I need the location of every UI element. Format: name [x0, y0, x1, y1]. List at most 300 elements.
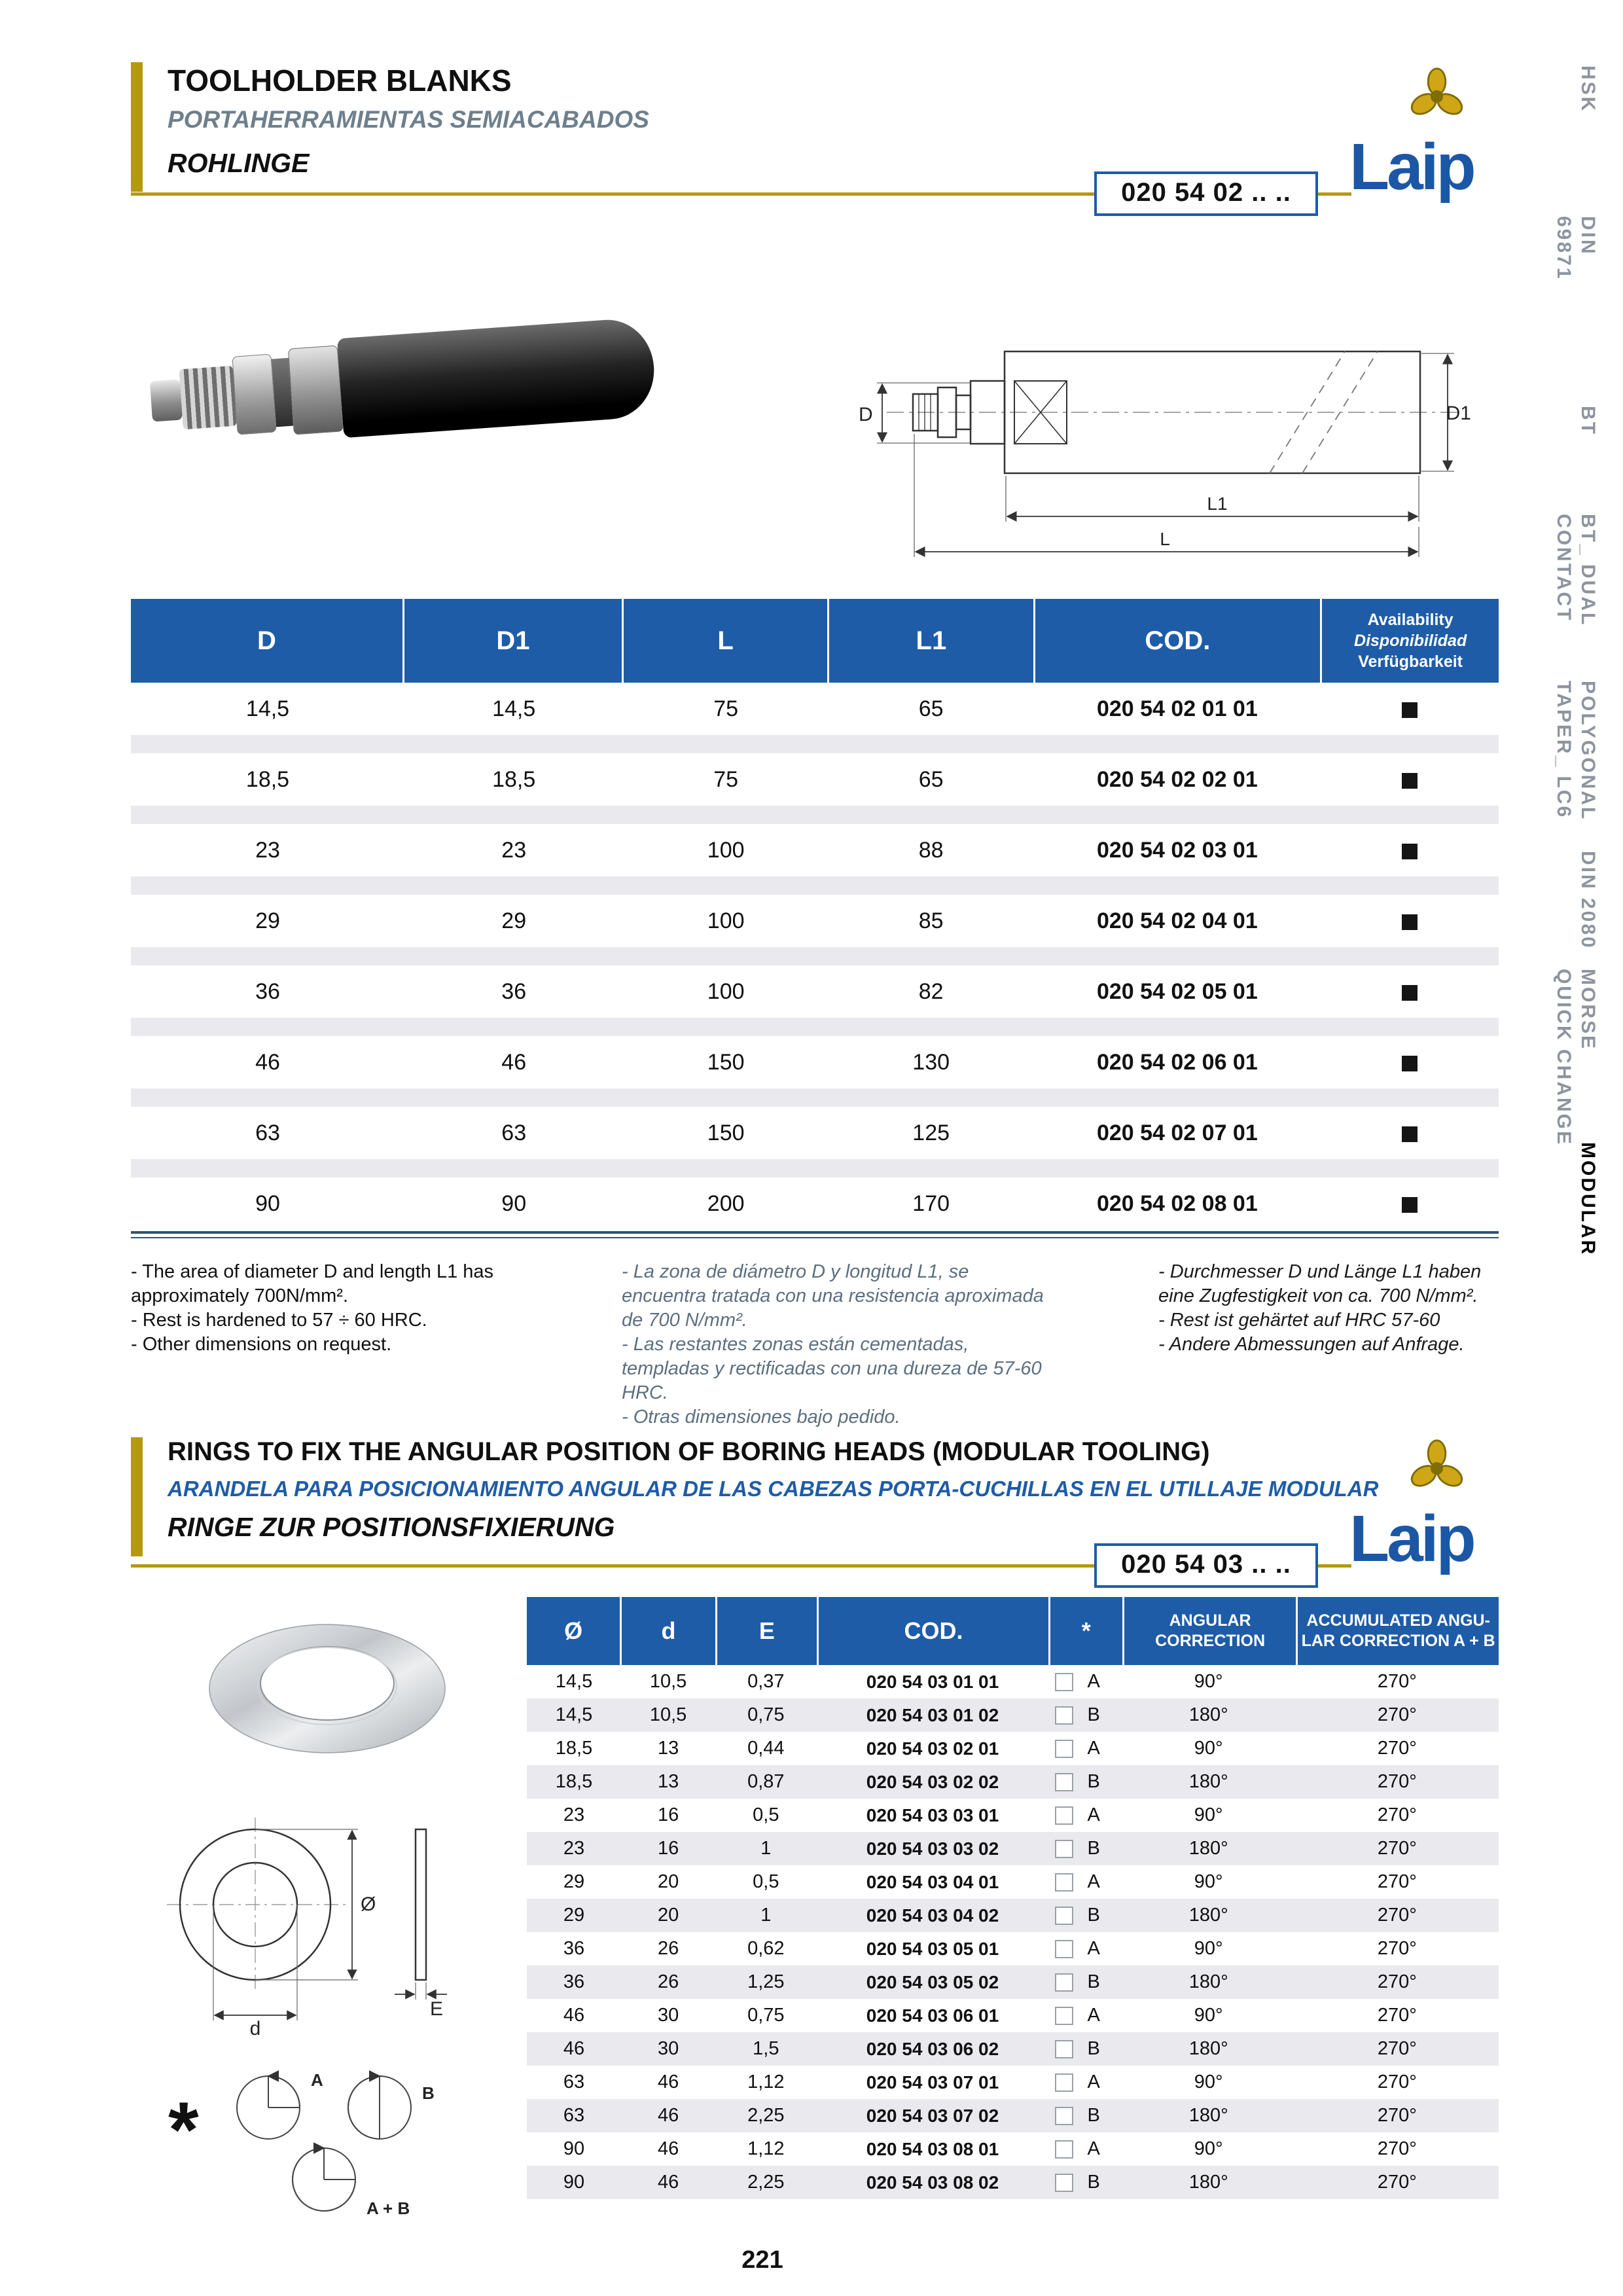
- cell-diameter: 36: [563, 1938, 585, 1959]
- note-line: - The area of diameter D and length L1 has approximately 700N/mm².: [131, 1261, 494, 1306]
- note-line: - Otras dimensiones bajo pedido.: [622, 1407, 901, 1427]
- table-row: [527, 1732, 1499, 1765]
- note-line: - Andere Abmessungen auf Anfrage.: [1158, 1334, 1465, 1355]
- cell-star: [1048, 1965, 1121, 1999]
- availability-square: [1402, 1126, 1418, 1142]
- cell-d1: 29: [501, 908, 527, 933]
- cell-angular-correction: 180°: [1188, 1905, 1228, 1926]
- cell-angular-correction: 180°: [1188, 1971, 1228, 1992]
- laip-logo-icon: [1406, 65, 1468, 128]
- section2-title-de: RINGE ZUR POSITIONSFIXIERUNG: [168, 1512, 615, 1542]
- checkbox: [1055, 1806, 1073, 1825]
- cell-e: 0,87: [747, 1771, 785, 1792]
- cell-l: 100: [707, 908, 745, 933]
- cell-code: 020 54 03 06 01: [866, 2005, 999, 2026]
- column-header-d: D: [131, 599, 402, 683]
- checkbox: [1055, 1873, 1073, 1892]
- cell-star: [1048, 1865, 1121, 1899]
- laip-logo-text: Laip: [1349, 1502, 1474, 1575]
- angular-correction-line: ANGULAR: [1169, 1611, 1251, 1630]
- cell-ab-letter: A: [1087, 1738, 1100, 1759]
- cell-ab-letter: A: [1087, 1938, 1100, 1959]
- cell-angular-correction: 90°: [1194, 1738, 1223, 1759]
- cell-d: 14,5: [245, 696, 290, 721]
- asterisk-mark: *: [168, 2086, 199, 2174]
- cell-code: 020 54 03 03 01: [866, 1805, 999, 1825]
- cell-e: 0,44: [747, 1738, 785, 1759]
- cell-d: 16: [657, 1804, 679, 1825]
- cell-e: 1,5: [753, 2038, 779, 2059]
- table-row: [527, 1899, 1499, 1932]
- cell-l1: 88: [918, 838, 944, 863]
- cell-star: [1048, 1932, 1121, 1965]
- cell-code: 020 54 03 07 01: [866, 2072, 999, 2092]
- laip-logo-icon: [1406, 1437, 1468, 1499]
- table-row: [527, 1932, 1499, 1965]
- cell-d: 46: [255, 1050, 280, 1075]
- sidebar-item-line: TAPER_ LC6: [1553, 681, 1575, 819]
- cell-accumulated-correction: 270°: [1377, 1938, 1417, 1959]
- cell-code: 020 54 03 02 01: [866, 1738, 999, 1759]
- table2-header: [527, 1597, 1499, 1665]
- cell-l1: 170: [912, 1191, 950, 1216]
- column-header-angular-correction: [1124, 1597, 1296, 1665]
- ring-drawing: [154, 1797, 461, 2039]
- cell-l: 150: [707, 1121, 745, 1145]
- sidebar-item-line: BT_ DUAL: [1577, 514, 1599, 627]
- cell-star: [1048, 1832, 1121, 1865]
- checkbox: [1055, 2174, 1073, 2192]
- cell-e: 2,25: [747, 2105, 785, 2126]
- cell-l1: 85: [918, 908, 944, 933]
- cell-d1: 46: [501, 1050, 527, 1075]
- cell-l: 200: [707, 1191, 745, 1216]
- toolholder-photo: [151, 281, 668, 511]
- cell-e: 0,37: [747, 1671, 785, 1692]
- cell-code: 020 54 03 04 01: [866, 1872, 999, 1892]
- cell-code: 020 54 03 03 02: [866, 1839, 999, 1859]
- cell-angular-correction: 180°: [1188, 2105, 1228, 2126]
- availability-square: [1402, 844, 1418, 859]
- section2-title-en: RINGS TO FIX THE ANGULAR POSITION OF BORING HEADS (MODULAR TOOLING): [168, 1437, 1210, 1466]
- cell-diameter: 63: [563, 2072, 585, 2092]
- legend-label-ab: A + B: [366, 2198, 410, 2218]
- cell-availability: [1321, 683, 1499, 735]
- column-header-l1: L1: [829, 599, 1033, 683]
- cell-l1: 65: [918, 767, 944, 792]
- table-row: [527, 1865, 1499, 1899]
- dim-label-d1: D1: [1446, 403, 1471, 424]
- sidebar-item-line: CONTACT: [1553, 514, 1575, 622]
- table-row: [131, 1036, 1499, 1107]
- cell-e: 1: [760, 1905, 772, 1926]
- side-tab-bar: [1525, 0, 1623, 2296]
- cell-l1: 125: [912, 1121, 950, 1145]
- cell-e: 1,12: [747, 2072, 785, 2092]
- checkbox: [1055, 1773, 1073, 1791]
- product-code-box: 020 54 03 .. ..: [1094, 1543, 1318, 1588]
- cell-angular-correction: 90°: [1194, 1871, 1223, 1892]
- cell-d: 30: [657, 2005, 679, 2026]
- column-header-diameter: Ø: [527, 1597, 620, 1665]
- checkbox: [1055, 2107, 1073, 2125]
- cell-e: 0,75: [747, 2005, 785, 2026]
- sidebar-item: [1550, 681, 1601, 821]
- cell-diameter: 36: [563, 1971, 585, 1992]
- laip-logo: [1349, 1437, 1500, 1575]
- sidebar-item: [1550, 514, 1601, 626]
- dim-label-l1: L1: [1207, 493, 1228, 514]
- notes-english: [131, 1260, 563, 1357]
- availability-line-de: Verfügbarkeit: [1358, 653, 1463, 671]
- legend-label-a: A: [311, 2070, 323, 2090]
- sidebar-item-line: MORSE: [1577, 969, 1599, 1051]
- cell-code: 020 54 03 07 02: [866, 2106, 999, 2126]
- table-row: [527, 1665, 1499, 1698]
- cell-star: [1048, 1799, 1121, 1832]
- cell-code: 020 54 03 01 02: [866, 1705, 999, 1725]
- availability-square: [1402, 985, 1418, 1001]
- column-header-cod: COD.: [819, 1597, 1048, 1665]
- cell-accumulated-correction: 270°: [1377, 1838, 1417, 1859]
- column-header-l: L: [624, 599, 827, 683]
- column-header-d1: D1: [404, 599, 622, 683]
- cell-d: 13: [657, 1771, 679, 1792]
- cell-code: 020 54 02 03 01: [1096, 838, 1258, 863]
- cell-ab-letter: A: [1087, 2072, 1100, 2092]
- cell-code: 020 54 02 05 01: [1096, 979, 1258, 1004]
- gold-accent-bar: [131, 62, 143, 192]
- sidebar-item: [1550, 216, 1601, 280]
- cell-ab-letter: B: [1087, 2105, 1100, 2126]
- product-code-box: 020 54 02 .. ..: [1094, 171, 1318, 216]
- cell-diameter: 90: [563, 2138, 585, 2159]
- checkbox: [1055, 1940, 1073, 1958]
- note-line: - Other dimensions on request.: [131, 1334, 392, 1355]
- cell-star: [1048, 2032, 1121, 2066]
- cell-e: 1: [760, 1838, 772, 1859]
- cell-angular-correction: 180°: [1188, 2038, 1228, 2059]
- table1-header: [131, 599, 1499, 683]
- cell-code: 020 54 03 01 01: [866, 1672, 999, 1692]
- cell-accumulated-correction: 270°: [1377, 2105, 1417, 2126]
- angular-correction-legend: [154, 2052, 481, 2229]
- table-row: [527, 1698, 1499, 1732]
- laip-logo: [1349, 65, 1500, 204]
- notes-german: [1158, 1260, 1499, 1357]
- cell-angular-correction: 180°: [1188, 2172, 1228, 2193]
- gold-accent-bar: [131, 1437, 143, 1556]
- availability-square: [1402, 702, 1418, 718]
- column-header-accumulated-correction: [1298, 1597, 1499, 1665]
- cell-availability: [1321, 753, 1499, 806]
- cell-angular-correction: 90°: [1194, 1671, 1223, 1692]
- cell-l1: 65: [918, 696, 944, 721]
- notes-spanish: [622, 1260, 1047, 1429]
- accumulated-correction-line: ACCUMULATED ANGU-: [1306, 1611, 1490, 1630]
- angular-correction-line: CORRECTION: [1155, 1632, 1266, 1650]
- section1-title-de: ROHLINGE: [168, 148, 310, 178]
- cell-angular-correction: 90°: [1194, 2138, 1223, 2159]
- cell-angular-correction: 90°: [1194, 2072, 1223, 2092]
- cell-d1: 63: [501, 1121, 527, 1145]
- table-row: [527, 1999, 1499, 2032]
- table-row: [527, 2166, 1499, 2199]
- checkbox: [1055, 2040, 1073, 2058]
- table-row: [131, 683, 1499, 753]
- cell-diameter: 18,5: [555, 1738, 593, 1759]
- table-row: [131, 895, 1499, 965]
- cell-code: 020 54 02 01 01: [1096, 696, 1258, 721]
- cell-star: [1048, 1698, 1121, 1732]
- sidebar-item-line: POLYGONAL: [1577, 681, 1599, 821]
- cell-ab-letter: B: [1087, 1838, 1100, 1859]
- cell-accumulated-correction: 270°: [1377, 2072, 1417, 2092]
- cell-d: 10,5: [649, 1671, 687, 1692]
- column-header-cod: COD.: [1035, 599, 1321, 683]
- blanks-table: [131, 599, 1499, 1238]
- laip-logo-text: Laip: [1349, 130, 1474, 204]
- cell-angular-correction: 180°: [1188, 1704, 1228, 1725]
- toolholder-collar: [232, 354, 276, 435]
- cell-ab-letter: B: [1087, 2038, 1100, 2059]
- cell-ab-letter: A: [1087, 2005, 1100, 2026]
- page-number: 221: [741, 2246, 783, 2274]
- table-row: [527, 1832, 1499, 1865]
- table-row: [527, 1765, 1499, 1799]
- column-header-availability: [1322, 599, 1499, 683]
- cell-l: 75: [713, 767, 739, 792]
- technical-drawing: [851, 272, 1472, 576]
- table-row: [131, 1107, 1499, 1177]
- cell-code: 020 54 03 08 01: [866, 2139, 999, 2159]
- cell-d: 20: [657, 1871, 679, 1892]
- cell-diameter: 46: [563, 2038, 585, 2059]
- availability-square: [1402, 914, 1418, 930]
- cell-d: 20: [657, 1905, 679, 1926]
- sidebar-item: [1575, 1142, 1601, 1256]
- cell-ab-letter: A: [1087, 2138, 1100, 2159]
- availability-square: [1402, 1056, 1418, 1071]
- checkbox: [1055, 1907, 1073, 1925]
- cell-diameter: 46: [563, 2005, 585, 2026]
- cell-angular-correction: 90°: [1194, 2005, 1223, 2026]
- cell-d: 36: [255, 979, 280, 1004]
- sidebar-item-line: DIN: [1577, 216, 1599, 256]
- cell-code: 020 54 03 02 02: [866, 1772, 999, 1792]
- cell-e: 0,75: [747, 1704, 785, 1725]
- cell-availability: [1321, 965, 1499, 1018]
- ring-photo: [190, 1600, 465, 1777]
- cell-d: 26: [657, 1938, 679, 1959]
- legend-label-b: B: [422, 2083, 435, 2103]
- checkbox: [1055, 1706, 1073, 1725]
- sidebar-item-line: DIN 2080: [1577, 851, 1599, 950]
- sidebar-item: [1575, 851, 1601, 950]
- checkbox: [1055, 1973, 1073, 1992]
- cell-star: [1048, 1899, 1121, 1932]
- cell-star: [1048, 2166, 1121, 2199]
- cell-d: 46: [657, 2105, 679, 2126]
- sidebar-item-line: MODULAR: [1577, 1142, 1599, 1257]
- cell-accumulated-correction: 270°: [1377, 2005, 1417, 2026]
- cell-accumulated-correction: 270°: [1377, 1771, 1417, 1792]
- sidebar-item-line: BT: [1577, 406, 1599, 436]
- cell-angular-correction: 90°: [1194, 1938, 1223, 1959]
- section1-title-en: TOOLHOLDER BLANKS: [168, 63, 512, 98]
- cell-accumulated-correction: 270°: [1377, 2138, 1417, 2159]
- cell-e: 1,12: [747, 2138, 785, 2159]
- note-line: - Rest ist gehärtet auf HRC 57-60: [1158, 1310, 1440, 1331]
- table1-body: [131, 683, 1499, 1230]
- cell-diameter: 14,5: [555, 1704, 593, 1725]
- sidebar-item-line: HSK: [1577, 65, 1599, 113]
- table-row: [131, 824, 1499, 895]
- sidebar-item: [1575, 65, 1601, 113]
- cell-l: 100: [707, 979, 745, 1004]
- cell-d1: 90: [501, 1191, 527, 1216]
- table-row: [527, 2132, 1499, 2166]
- cell-availability: [1321, 1107, 1499, 1159]
- cell-accumulated-correction: 270°: [1377, 1738, 1417, 1759]
- checkbox: [1055, 1740, 1073, 1758]
- column-header-star: *: [1050, 1597, 1122, 1665]
- sidebar-item-line: 69871: [1553, 216, 1575, 281]
- table2-body: [527, 1665, 1499, 2199]
- cell-diameter: 29: [563, 1871, 585, 1892]
- cell-e: 0,5: [753, 1804, 779, 1825]
- availability-line-en: Availability: [1367, 611, 1454, 629]
- cell-diameter: 63: [563, 2105, 585, 2126]
- table-row: [131, 1177, 1499, 1230]
- cell-star: [1048, 2099, 1121, 2132]
- table-row: [527, 2099, 1499, 2132]
- dim-label-d: d: [249, 2018, 261, 2039]
- sidebar-item: [1575, 406, 1601, 436]
- section1-title-es: PORTAHERRAMIENTAS SEMIACABADOS: [168, 106, 649, 133]
- cell-star: [1048, 2132, 1121, 2166]
- cell-availability: [1321, 1036, 1499, 1088]
- cell-diameter: 18,5: [555, 1771, 593, 1792]
- cell-availability: [1321, 895, 1499, 947]
- availability-line-es: Disponibilidad: [1354, 632, 1467, 650]
- section2-title-es: ARANDELA PARA POSICIONAMIENTO ANGULAR DE LAS CABEZAS PORTA-CUCHILLAS EN EL UTILLAJE MODULAR: [168, 1477, 1379, 1501]
- cell-angular-correction: 180°: [1188, 1838, 1228, 1859]
- cell-star: [1048, 1732, 1121, 1765]
- cell-accumulated-correction: 270°: [1377, 1871, 1417, 1892]
- cell-ab-letter: B: [1087, 2172, 1100, 2193]
- cell-d: 13: [657, 1738, 679, 1759]
- cell-d1: 18,5: [492, 767, 536, 792]
- cell-code: 020 54 03 08 02: [866, 2172, 999, 2193]
- cell-d1: 36: [501, 979, 527, 1004]
- availability-square: [1402, 773, 1418, 789]
- note-line: - Durchmesser D und Länge L1 haben eine Zugfestigkeit von ca. 700 N/mm².: [1158, 1261, 1482, 1306]
- column-header-d: d: [622, 1597, 715, 1665]
- cell-e: 0,5: [753, 1871, 779, 1892]
- cell-code: 020 54 02 06 01: [1096, 1050, 1258, 1075]
- toolholder-thread: [179, 366, 237, 429]
- table-row: [527, 2066, 1499, 2099]
- cell-angular-correction: 180°: [1188, 1771, 1228, 1792]
- cell-diameter: 29: [563, 1905, 585, 1926]
- cell-ab-letter: A: [1087, 1871, 1100, 1892]
- cell-code: 020 54 02 07 01: [1096, 1121, 1258, 1145]
- cell-accumulated-correction: 270°: [1377, 2038, 1417, 2059]
- cell-d: 46: [657, 2072, 679, 2092]
- dim-label-e: E: [429, 1998, 444, 2020]
- cell-ab-letter: B: [1087, 1971, 1100, 1992]
- cell-accumulated-correction: 270°: [1377, 1804, 1417, 1825]
- accumulated-correction-line: LAR CORRECTION A + B: [1301, 1632, 1495, 1650]
- cell-code: 020 54 02 02 01: [1096, 767, 1258, 792]
- toolholder-tip: [150, 379, 183, 422]
- checkbox: [1055, 2073, 1073, 2092]
- checkbox: [1055, 1840, 1073, 1858]
- cell-d: 18,5: [245, 767, 290, 792]
- cell-d: 46: [657, 2138, 679, 2159]
- cell-diameter: 14,5: [555, 1671, 593, 1692]
- cell-accumulated-correction: 270°: [1377, 2172, 1417, 2193]
- cell-d: 30: [657, 2038, 679, 2059]
- cell-d: 90: [255, 1191, 280, 1216]
- cell-accumulated-correction: 270°: [1377, 1971, 1417, 1992]
- toolholder-body: [337, 317, 657, 438]
- cell-availability: [1321, 824, 1499, 876]
- cell-star: [1048, 1999, 1121, 2032]
- cell-code: 020 54 03 05 01: [866, 1939, 999, 1959]
- cell-code: 020 54 02 04 01: [1096, 908, 1258, 933]
- table-row: [527, 1799, 1499, 1832]
- cell-l: 100: [707, 838, 745, 863]
- cell-ab-letter: B: [1087, 1771, 1100, 1792]
- cell-availability: [1321, 1177, 1499, 1230]
- cell-ab-letter: A: [1087, 1804, 1100, 1825]
- cell-d: 10,5: [649, 1704, 687, 1725]
- cell-d: 16: [657, 1838, 679, 1859]
- cell-accumulated-correction: 270°: [1377, 1905, 1417, 1926]
- dim-label-d: D: [859, 404, 873, 425]
- note-line: - La zona de diámetro D y longitud L1, se encuentra tratada con una resistencia aproximada de 700 N/mm².: [622, 1261, 1044, 1331]
- cell-code: 020 54 02 08 01: [1096, 1191, 1258, 1216]
- table-row: [527, 1965, 1499, 1999]
- cell-l: 150: [707, 1050, 745, 1075]
- sidebar-item: [1550, 969, 1601, 1146]
- cell-d1: 23: [501, 838, 527, 863]
- column-header-e: E: [717, 1597, 817, 1665]
- table1-bottom-rule: [131, 1231, 1499, 1238]
- cell-l1: 130: [912, 1050, 950, 1075]
- cell-ab-letter: B: [1087, 1704, 1100, 1725]
- cell-accumulated-correction: 270°: [1377, 1671, 1417, 1692]
- cell-e: 0,62: [747, 1938, 785, 1959]
- cell-diameter: 90: [563, 2172, 585, 2193]
- cell-d: 46: [657, 2172, 679, 2193]
- cell-e: 1,25: [747, 1971, 785, 1992]
- checkbox: [1055, 1673, 1073, 1691]
- cell-d: 63: [255, 1121, 280, 1145]
- cell-l: 75: [713, 696, 739, 721]
- dim-label-l: L: [1160, 529, 1170, 549]
- checkbox: [1055, 2140, 1073, 2159]
- cell-star: [1048, 1765, 1121, 1799]
- availability-square: [1402, 1197, 1418, 1213]
- cell-d: 29: [255, 908, 280, 933]
- cell-d: 23: [255, 838, 280, 863]
- checkbox: [1055, 2007, 1073, 2025]
- sidebar-item-line: QUICK CHANGE: [1553, 969, 1575, 1147]
- rings-table: [527, 1597, 1499, 2199]
